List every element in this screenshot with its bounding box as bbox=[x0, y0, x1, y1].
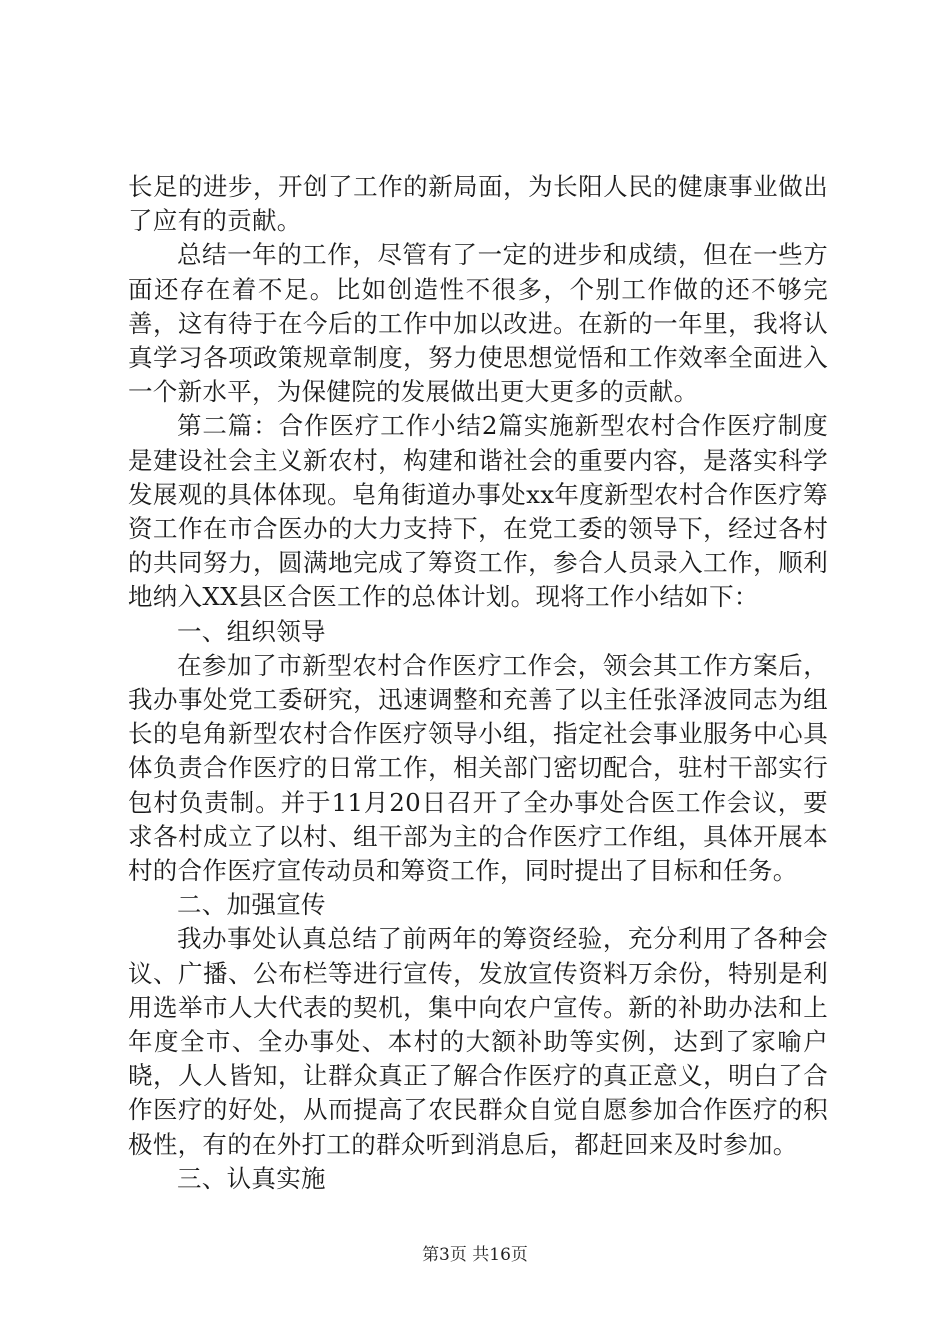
section-heading-publicity: 二、加强宣传 bbox=[177, 890, 326, 920]
document-body bbox=[128, 170, 828, 1196]
paragraph-continuation: 长足的进步，开创了工作的新局面，为长阳人民的健康事业做出了应有的贡献。 bbox=[128, 172, 828, 236]
page-footer bbox=[0, 1244, 950, 1266]
paragraph-publicity: 我办事处认真总结了前两年的筹资经验，充分利用了各种会议、广播、公布栏等进行宣传，发放宣传资料万余份，特别是利用选举市人大代表的契机，集中向农户宣传。新的补助办法和上年度全市、全办事处、本村的大额补助等实例，达到了家喻户晓，人人皆知，让群众真正了解合作医疗的真正意义，明白了合作医疗的好处，从而提高了农民群众自觉自愿参加合作医疗的积极性，有的在外打工的群众听到消息后，都赶回来及时参加。 bbox=[128, 924, 828, 1159]
paragraph-summary: 总结一年的工作，尽管有了一定的进步和成绩，但在一些方面还存在着不足。比如创造性不很多，个别工作做的还不够完善，这有待于在今后的工作中加以改进。在新的一年里，我将认真学习各项政策规章制度，努力使思想觉悟和工作效率全面进入一个新水平，为保健院的发展做出更大更多的贡献。 bbox=[128, 240, 828, 407]
page-number-label: 第3页 共16页 bbox=[422, 1245, 528, 1265]
section-heading-implementation: 三、认真实施 bbox=[177, 1163, 326, 1193]
paragraph-organization: 在参加了市新型农村合作医疗工作会，领会其工作方案后，我办事处党工委研究，迅速调整和充善了以主任张泽波同志为组长的皂角新型农村合作医疗领导小组，指定社会事业服务中心具体负责合作医疗的日常工作，相关部门密切配合，驻村干部实行包村负责制。并于11月20日召开了全办事处合医工作会议，要求各村成立了以村、组干部为主的合作医疗工作组，具体开展本村的合作医疗宣传动员和筹资工作，同时提出了目标和任务。 bbox=[128, 650, 828, 886]
section-heading-organization: 一、组织领导 bbox=[177, 616, 326, 646]
paragraph-part-two-intro: 第二篇：合作医疗工作小结2篇实施新型农村合作医疗制度是建设社会主义新农村，构建和谐社会的重要内容，是落实科学发展观的具体体现。皂角街道办事处xx年度新型农村合作医疗筹资工作在市合医办的大力支持下，在党工委的领导下，经过各村的共同努力，圆满地完成了筹资工作，参合人员录入工作，顺利地纳入XX县区合医工作的总体计划。现将工作小结如下： bbox=[128, 411, 828, 612]
